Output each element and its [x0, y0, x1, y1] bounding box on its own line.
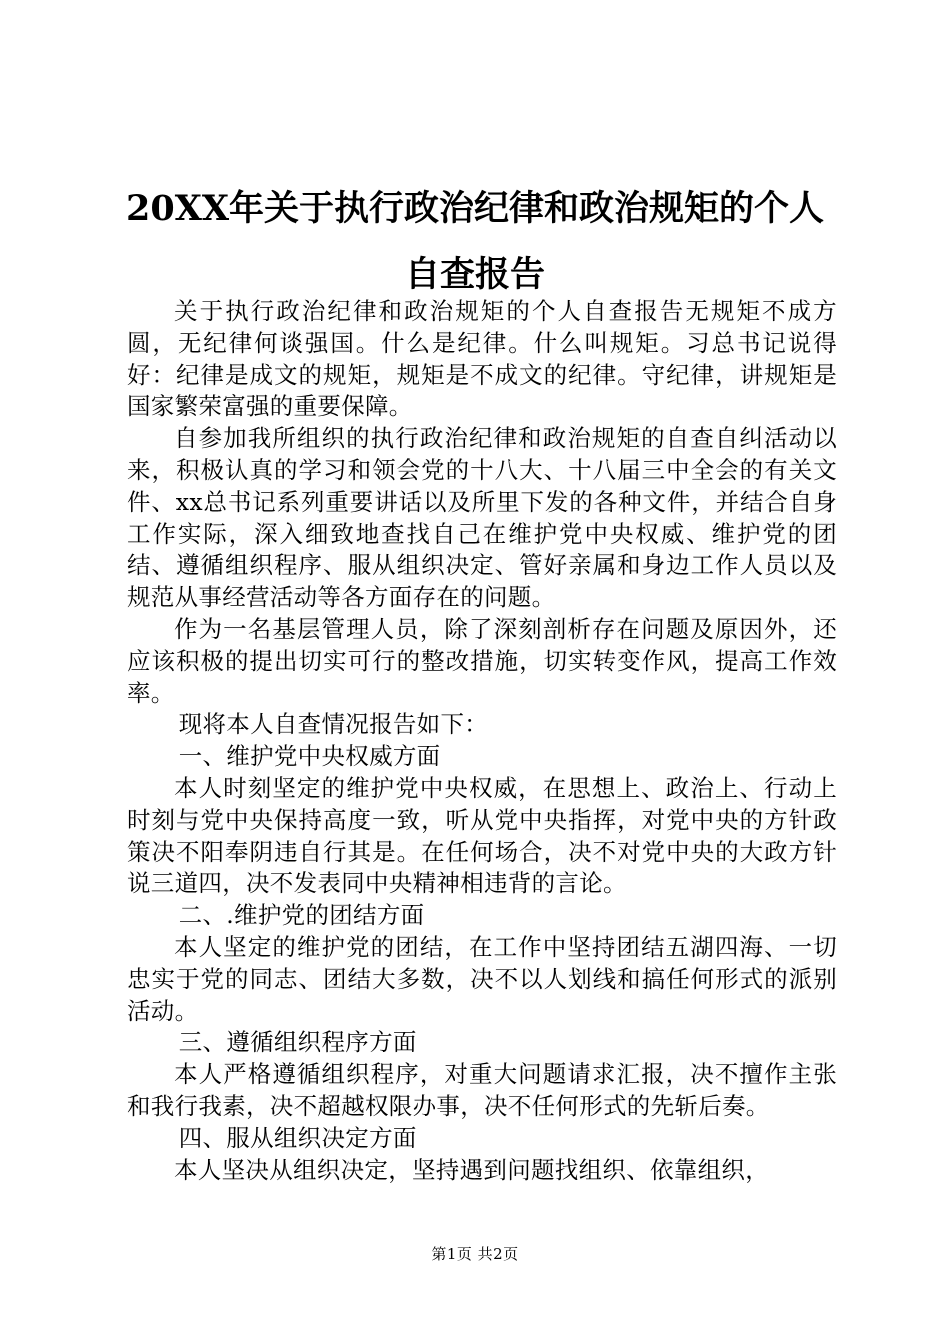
- document-title-line-1: 20XX年关于执行政治纪律和政治规矩的个人: [125, 188, 825, 229]
- report-lead-in: 现将本人自查情况报告如下：: [178, 710, 489, 739]
- section-heading-1: 一、维护党中央权威方面: [178, 742, 441, 771]
- section-2-paragraph: 本人坚定的维护党的团结，在工作中坚持团结五湖四海、一切忠实于党的同志、团结大多数，决不以人划线和搞任何形式的派别活动。: [127, 932, 837, 1025]
- intro-paragraph: 关于执行政治纪律和政治规矩的个人自查报告无规矩不成方圆，无纪律何谈强国。什么是纪律。什么叫规矩。习总书记说得好：纪律是成文的规矩，规矩是不成文的纪律。守纪律，讲规矩是国家繁荣富强的重要保障。: [127, 297, 837, 421]
- document-title-line-2: 自查报告: [404, 254, 545, 295]
- section-3-paragraph: 本人严格遵循组织程序，对重大问题请求汇报，决不擅作主张和我行我素，决不超越权限办事，决不任何形式的先斩后奏。: [127, 1060, 837, 1120]
- activity-paragraph: 自参加我所组织的执行政治纪律和政治规矩的自查自纠活动以来，积极认真的学习和领会党的十八大、十八届三中全会的有关文件、xx总书记系列重要讲话以及所里下发的各种文件，并结合自身工作实际，深入细致地查找自己在维护党中央权威、维护党的团结、遵循组织程序、服从组织决定、管好亲属和身边工作人员以及规范从事经营活动等各方面存在的问题。: [127, 424, 837, 612]
- manager-paragraph: 作为一名基层管理人员，除了深刻剖析存在问题及原因外，还应该积极的提出切实可行的整改措施，切实转变作风，提高工作效率。: [127, 614, 837, 707]
- document-body: [127, 296, 837, 1186]
- section-1-paragraph: 本人时刻坚定的维护党中央权威，在思想上、政治上、行动上时刻与党中央保持高度一致，听从党中央指挥，对党中央的方针政策决不阳奉阴违自行其是。在任何场合，决不对党中央的大政方针说三道四，决不发表同中央精神相违背的言论。: [127, 773, 837, 898]
- section-heading-4: 四、服从组织决定方面: [178, 1123, 417, 1152]
- section-heading-3: 三、遵循组织程序方面: [178, 1028, 417, 1057]
- section-heading-2: 二、.维护党的团结方面: [178, 901, 425, 930]
- page-footer: 第1页 共2页: [431, 1245, 519, 1263]
- section-4-paragraph: 本人坚决从组织决定，坚持遇到问题找组织、依靠组织，: [174, 1155, 769, 1184]
